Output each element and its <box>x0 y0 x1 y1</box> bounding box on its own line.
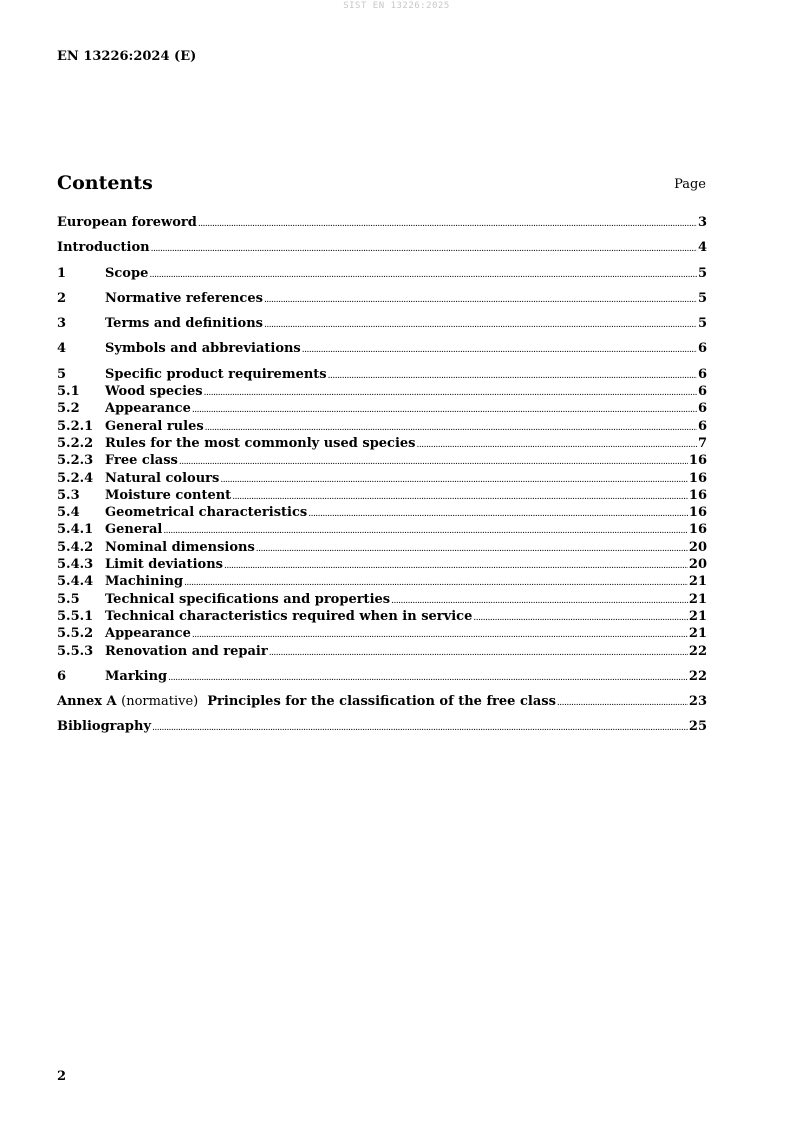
dot-leader <box>204 385 697 402</box>
dot-leader <box>192 402 697 419</box>
dot-leader <box>308 506 688 523</box>
toc-number: 5.2.3 <box>57 453 94 469</box>
toc-entry-6[interactable] <box>57 668 707 685</box>
dot-leader <box>149 267 697 284</box>
dot-leader <box>264 317 697 334</box>
dot-leader <box>224 558 688 575</box>
toc-title: Rules for the most commonly used species <box>105 435 416 451</box>
toc-page: 20 <box>688 539 707 555</box>
dot-leader <box>269 645 688 662</box>
toc-number: 5.2.4 <box>57 470 94 486</box>
toc-page: 16 <box>688 453 707 469</box>
toc-page: 21 <box>688 591 707 607</box>
toc-number: 4 <box>57 341 67 357</box>
toc-entry-5-5[interactable] <box>57 591 707 608</box>
toc-page: 6 <box>697 401 707 417</box>
toc-number: 5.4 <box>57 505 80 521</box>
toc-page: 16 <box>688 522 707 538</box>
toc-page: 6 <box>697 366 707 382</box>
toc-entry-5-5-2[interactable] <box>57 625 707 642</box>
toc-entry-5-4-1[interactable] <box>57 521 707 538</box>
toc-entry-5-1[interactable] <box>57 383 707 400</box>
toc-entry-5-4[interactable] <box>57 504 707 521</box>
toc-title: General <box>105 522 163 538</box>
dot-leader <box>198 216 697 233</box>
dot-leader <box>168 670 688 687</box>
toc-entry-3[interactable] <box>57 315 707 332</box>
toc-number: 1 <box>57 265 67 281</box>
toc-number: 5.5.3 <box>57 643 94 659</box>
dot-leader <box>557 695 688 712</box>
toc-number: 5.2.2 <box>57 435 94 451</box>
toc-page: 16 <box>688 487 707 503</box>
toc-page: 22 <box>688 668 707 684</box>
page-number: 2 <box>57 1069 67 1084</box>
dot-leader <box>302 342 697 359</box>
toc-title: Scope <box>105 265 149 281</box>
toc-page: 4 <box>697 240 707 256</box>
toc-page: 16 <box>688 505 707 521</box>
toc-entry-5-2-4[interactable] <box>57 470 707 487</box>
toc-entry-5-3[interactable] <box>57 487 707 504</box>
toc-number: 5.4.1 <box>57 522 94 538</box>
toc-title: Terms and definitions <box>105 316 263 332</box>
annex-label: Annex A <box>57 694 117 710</box>
toc-page: 16 <box>688 470 707 486</box>
dot-leader <box>264 292 697 309</box>
toc-entry-5-2-1[interactable] <box>57 418 707 435</box>
contents-title: Contents <box>57 172 153 194</box>
toc-entry-5[interactable] <box>57 366 707 383</box>
toc-title: Normative references <box>105 290 263 306</box>
toc-page: 5 <box>697 265 707 281</box>
toc-title: Appearance <box>105 401 191 417</box>
toc-title: Geometrical characteristics <box>105 505 308 521</box>
dot-leader <box>256 541 688 558</box>
toc-page: 25 <box>688 719 707 735</box>
toc-entry-5-2[interactable] <box>57 400 707 417</box>
toc-title: Free class <box>105 453 178 469</box>
toc-title: Specific product requirements <box>105 366 327 382</box>
toc-entry-5-2-3[interactable] <box>57 452 707 469</box>
toc-title: General rules <box>105 418 204 434</box>
toc-title: Technical specifications and properties <box>105 591 391 607</box>
toc-title: Appearance <box>105 626 191 642</box>
toc-title: Natural colours <box>105 470 220 486</box>
dot-leader <box>220 472 688 489</box>
toc-number: 5.5.1 <box>57 608 94 624</box>
dot-leader <box>152 720 688 737</box>
toc-page: 5 <box>697 290 707 306</box>
toc-number: 5.4.4 <box>57 574 94 590</box>
toc-page: 5 <box>697 316 707 332</box>
toc-title: Wood species <box>105 384 203 400</box>
toc-number: 5.3 <box>57 487 80 503</box>
toc-page: 20 <box>688 557 707 573</box>
toc-number: 5.2 <box>57 401 80 417</box>
toc-entry-5-4-2[interactable] <box>57 539 707 556</box>
toc-entry-5-2-2[interactable] <box>57 435 707 452</box>
toc-entry-5-4-4[interactable] <box>57 573 707 590</box>
table-of-contents <box>57 214 707 736</box>
toc-title: European foreword <box>57 215 197 230</box>
toc-number: 6 <box>57 668 67 684</box>
toc-title: Marking <box>105 668 168 684</box>
dot-leader <box>151 241 697 258</box>
toc-entry-5-4-3[interactable] <box>57 556 707 573</box>
toc-number: 5.5 <box>57 591 80 607</box>
watermark: SIST EN 13226:2025 <box>343 1 450 11</box>
toc-entry-annex-a[interactable] <box>57 693 707 710</box>
toc-entry-5-5-3[interactable] <box>57 643 707 660</box>
toc-number: 5.5.2 <box>57 626 94 642</box>
dot-leader <box>473 610 688 627</box>
toc-title: Moisture content <box>105 487 232 503</box>
toc-number: 5.1 <box>57 384 80 400</box>
toc-entry-2[interactable] <box>57 290 707 307</box>
toc-title: Nominal dimensions <box>105 539 255 555</box>
toc-page: 21 <box>688 608 707 624</box>
toc-number: 5.4.3 <box>57 557 94 573</box>
toc-page: 22 <box>688 643 707 659</box>
toc-page: 7 <box>697 435 707 451</box>
dot-leader <box>179 454 688 471</box>
toc-title: Introduction <box>57 240 150 256</box>
toc-entry-4[interactable] <box>57 340 707 357</box>
toc-title: Principles for the classification of the free class <box>207 694 556 710</box>
toc-entry-bibliography[interactable] <box>57 718 707 735</box>
toc-title: Bibliography <box>57 719 152 735</box>
page-column-label: Page <box>674 177 706 192</box>
toc-number: 3 <box>57 316 67 332</box>
toc-page: 21 <box>688 574 707 590</box>
toc-page: 21 <box>688 626 707 642</box>
toc-page: 6 <box>697 341 707 357</box>
toc-entry-5-5-1[interactable] <box>57 608 707 625</box>
toc-number: 5.4.2 <box>57 539 94 555</box>
toc-number: 2 <box>57 290 67 306</box>
toc-title: Limit deviations <box>105 557 223 573</box>
annex-type: (normative) <box>121 694 199 710</box>
toc-title: Symbols and abbreviations <box>105 341 301 357</box>
toc-entry-introduction[interactable] <box>57 239 707 256</box>
toc-title: Renovation and repair <box>105 643 268 659</box>
toc-page: 23 <box>688 694 707 710</box>
toc-number: 5.2.1 <box>57 418 94 434</box>
dot-leader <box>417 437 697 454</box>
document-id: EN 13226:2024 (E) <box>57 49 197 64</box>
toc-page: 6 <box>697 384 707 400</box>
toc-page: 3 <box>697 215 707 230</box>
toc-title: Machining <box>105 574 184 590</box>
toc-entry-1[interactable] <box>57 265 707 282</box>
dot-leader <box>328 368 697 385</box>
toc-entry-european-foreword[interactable] <box>57 214 707 231</box>
toc-title: Technical characteristics required when in service <box>105 608 473 624</box>
toc-page: 6 <box>697 418 707 434</box>
toc-annex-heading <box>57 693 556 710</box>
toc-number: 5 <box>57 366 67 382</box>
